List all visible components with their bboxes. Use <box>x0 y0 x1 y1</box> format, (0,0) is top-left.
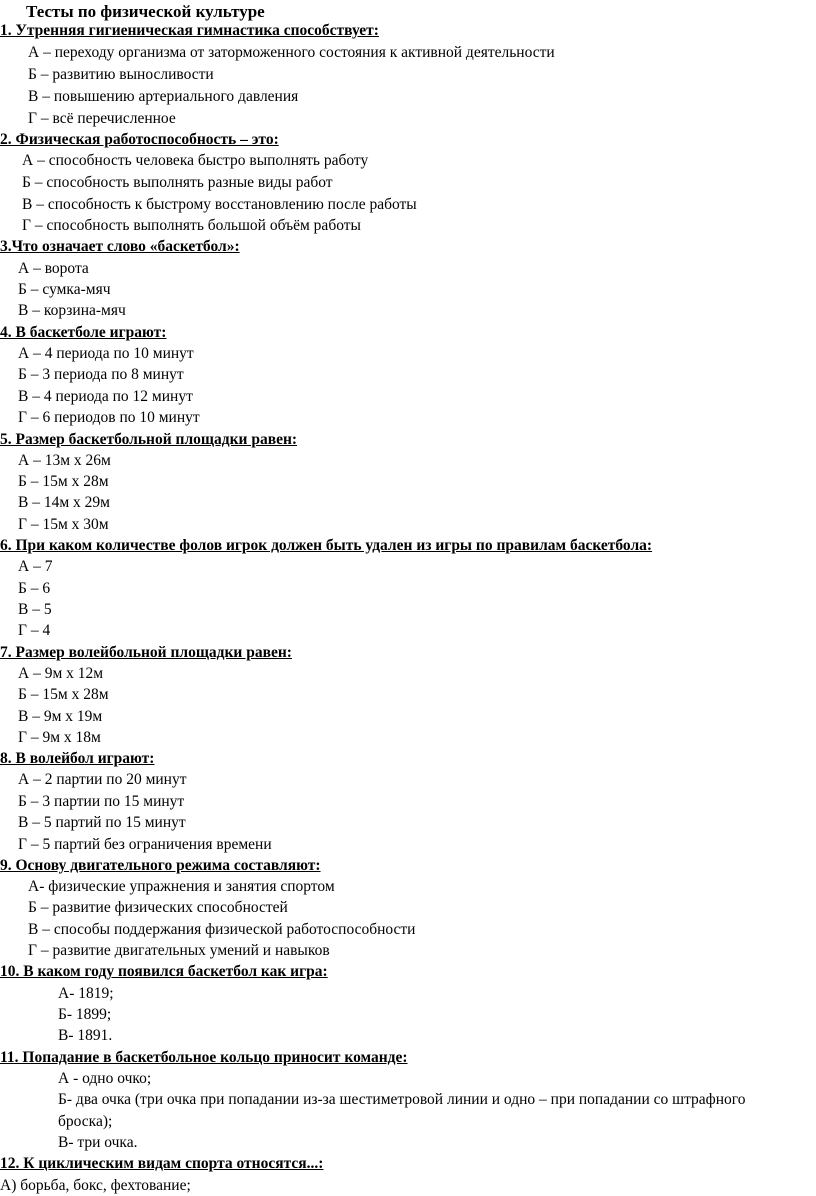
answer-4b: Б – 3 периода по 8 минут <box>18 366 184 383</box>
answer-2d: Г – способность выполнять большой объём работы <box>22 217 361 234</box>
answer-9b: Б – развитие физических способностей <box>28 899 288 916</box>
answer-10c: В- 1891. <box>58 1027 113 1044</box>
answer-9d: Г – развитие двигательных умений и навыков <box>28 942 330 959</box>
question-3: 3.Что означает слово «баскетбол»: <box>0 238 240 255</box>
question-10: 10. В каком году появился баскетбол как игра: <box>0 963 328 980</box>
answer-5d: Г – 15м х 30м <box>18 516 109 533</box>
answer-2c: В – способность к быстрому восстановлению после работы <box>22 196 417 213</box>
question-2: 2. Физическая работоспособность – это: <box>0 131 279 148</box>
answer-11c: В- три очка. <box>58 1134 138 1151</box>
answer-4d: Г – 6 периодов по 10 минут <box>18 409 200 426</box>
answer-11b-line2: броска); <box>58 1113 113 1130</box>
answer-3c: В – корзина-мяч <box>18 302 126 319</box>
answer-12a: А) борьба, бокс, фехтование; <box>0 1177 191 1194</box>
answer-8c: В – 5 партий по 15 минут <box>18 814 186 831</box>
answer-3a: А – ворота <box>18 260 89 277</box>
question-6: 6. При каком количестве фолов игрок должен быть удален из игры по правилам баскетбола: <box>0 537 653 554</box>
answer-8d: Г – 5 партий без ограничения времени <box>18 836 272 853</box>
answer-6c: В – 5 <box>18 601 52 618</box>
answer-1d: Г – всё перечисленное <box>28 110 176 127</box>
answer-4c: В – 4 периода по 12 минут <box>18 388 193 405</box>
answer-1a: А – переходу организма от заторможенного состояния к активной деятельности <box>28 44 555 61</box>
question-7: 7. Размер волейбольной площадки равен: <box>0 644 292 661</box>
answer-6d: Г – 4 <box>18 622 51 639</box>
answer-7d: Г – 9м х 18м <box>18 729 101 746</box>
answer-5c: В – 14м х 29м <box>18 494 110 511</box>
question-9: 9. Основу двигательного режима составляют: <box>0 857 321 874</box>
answer-6a: А – 7 <box>18 558 53 575</box>
answer-3b: Б – сумка-мяч <box>18 281 111 298</box>
answer-7c: В – 9м х 19м <box>18 708 103 725</box>
answer-10a: А- 1819; <box>58 985 114 1002</box>
answer-1c: В – повышению артериального давления <box>28 88 299 105</box>
answer-1b: Б – развитию выносливости <box>28 66 214 83</box>
answer-5b: Б – 15м х 28м <box>18 473 109 490</box>
answer-8a: А – 2 партии по 20 минут <box>18 771 187 788</box>
question-11: 11. Попадание в баскетбольное кольцо приносит команде: <box>0 1049 408 1066</box>
answer-2a: А – способность человека быстро выполнять работу <box>22 152 369 169</box>
answer-7b: Б – 15м х 28м <box>18 686 109 703</box>
answer-11a: А - одно очко; <box>58 1070 152 1087</box>
answer-5a: А – 13м х 26м <box>18 452 111 469</box>
answer-6b: Б – 6 <box>18 580 51 597</box>
question-8: 8. В волейбол играют: <box>0 750 155 767</box>
answer-7a: А – 9м х 12м <box>18 665 104 682</box>
answer-10b: Б- 1899; <box>58 1006 112 1023</box>
question-1: 1. Утренняя гигиеническая гимнастика способствует: <box>0 22 379 39</box>
question-5: 5. Размер баскетбольной площадки равен: <box>0 431 298 448</box>
answer-2b: Б – способность выполнять разные виды работ <box>22 174 333 191</box>
answer-4a: А – 4 периода по 10 минут <box>18 345 194 362</box>
answer-9a: А- физические упражнения и занятия спортом <box>28 878 335 895</box>
document-title: Тесты по физической культуре <box>26 2 265 21</box>
question-12: 12. К циклическим видам спорта относятся...: <box>0 1155 324 1172</box>
answer-11b-line1: Б- два очка (три очка при попадании из-за шестиметровой линии и одно – при попадании со штрафного <box>58 1091 746 1108</box>
question-4: 4. В баскетболе играют: <box>0 324 167 341</box>
answer-8b: Б – 3 партии по 15 минут <box>18 793 185 810</box>
answer-9c: В – способы поддержания физической работоспособности <box>28 921 416 938</box>
